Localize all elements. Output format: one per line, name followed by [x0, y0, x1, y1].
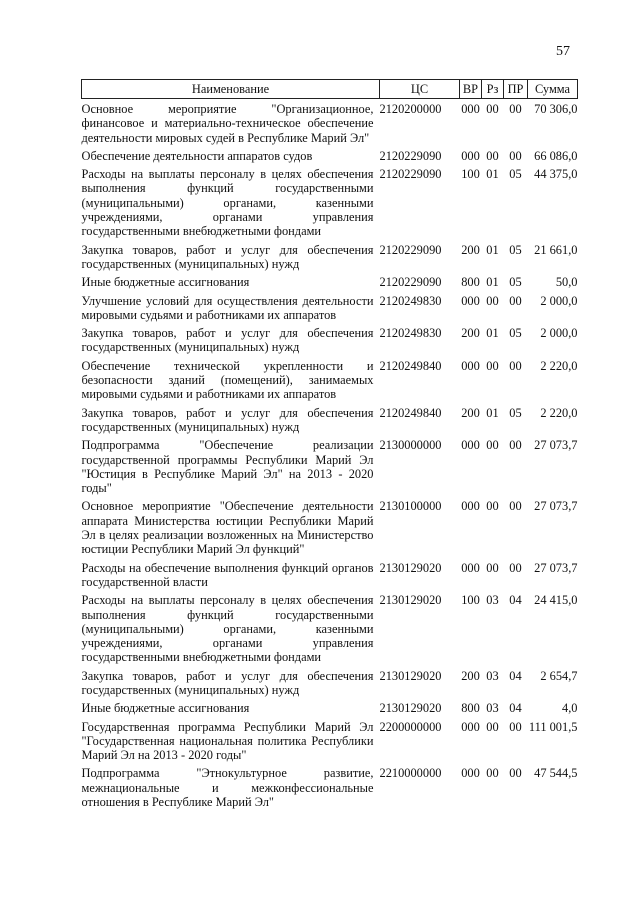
header-cs: ЦС [380, 80, 460, 99]
cell-sum: 2 000,0 [540, 293, 578, 308]
cell-sum: 111 001,5 [528, 719, 578, 734]
cell-sum: 2 220,0 [540, 358, 578, 373]
table-row [82, 766, 578, 813]
cell-vr: 800 [461, 275, 480, 290]
cell-name: Улучшение условий для осуществления деятельности мировыми судьями и работниками их аппаратов [81, 293, 374, 322]
table-row [82, 167, 578, 242]
table-row [82, 99, 578, 149]
cell-pr: 04 [509, 668, 522, 683]
cell-pr: 05 [509, 326, 522, 341]
cell-sum: 70 306,0 [534, 102, 578, 116]
cell-pr: 05 [509, 242, 522, 257]
budget-table [81, 79, 578, 813]
header-sum: Сумма [528, 80, 578, 99]
cell-vr: 000 [461, 719, 480, 734]
cell-sum: 27 073,7 [534, 560, 578, 575]
table-row [82, 593, 578, 668]
cell-name: Подпрограмма "Обеспечение реализации государственной программы Республики Марий Эл "Юстиция в Республике Марий Эл" на 2013 - 2020 годы" [81, 438, 374, 496]
cell-pr: 05 [509, 275, 522, 290]
table-row [82, 438, 578, 499]
table-row [82, 359, 578, 406]
cell-vr: 100 [461, 593, 480, 608]
cell-rz: 00 [486, 102, 499, 116]
cell-vr: 800 [461, 701, 480, 716]
table-row [82, 326, 578, 359]
cell-name: Основное мероприятие "Организационное, финансовое и материально-техническое обеспечение деятельности мировых судей в Республике Марий Эл" [81, 102, 374, 145]
cell-name: Расходы на выплаты персоналу в целях обеспечения выполнения функций государственными (муниципальными) органами, казенными учреждениями, органами управления государственными внебюджетными фондами [81, 593, 374, 665]
cell-sum: 66 086,0 [534, 148, 578, 163]
cell-sum: 2 654,7 [540, 668, 578, 683]
cell-sum: 27 073,7 [534, 438, 578, 453]
cell-vr: 000 [461, 560, 480, 575]
cell-cs: 2120229090 [379, 148, 442, 163]
cell-cs: 2120229090 [379, 242, 442, 257]
cell-pr: 00 [509, 719, 522, 734]
cell-pr: 00 [509, 766, 522, 781]
cell-rz: 03 [486, 701, 499, 716]
cell-sum: 50,0 [555, 275, 578, 290]
cell-cs: 2130129020 [379, 701, 442, 716]
cell-sum: 47 544,5 [534, 766, 578, 781]
cell-name: Иные бюджетные ассигнования [81, 701, 250, 716]
cell-name: Закупка товаров, работ и услуг для обеспечения государственных (муниципальных) нужд [81, 326, 374, 355]
table-row [82, 561, 578, 594]
cell-pr: 00 [509, 102, 522, 116]
cell-cs: 2130129020 [379, 668, 442, 683]
cell-sum: 21 661,0 [534, 242, 578, 257]
cell-rz: 00 [486, 499, 499, 514]
table-row [82, 294, 578, 327]
cell-name: Закупка товаров, работ и услуг для обеспечения государственных (муниципальных) нужд [81, 242, 374, 271]
cell-pr: 00 [509, 560, 522, 575]
cell-name: Обеспечение технической укрепленности и безопасности зданий (помещений), занимаемых мировыми судьями и работниками их аппаратов [81, 358, 374, 402]
cell-rz: 00 [486, 438, 499, 453]
header-name: Наименование [82, 80, 380, 99]
table-row [82, 499, 578, 560]
cell-sum: 44 375,0 [534, 167, 578, 182]
table-row [82, 243, 578, 276]
cell-cs: 2120249840 [379, 405, 442, 420]
cell-rz: 01 [486, 167, 499, 182]
cell-rz: 01 [486, 275, 499, 290]
cell-sum: 2 000,0 [540, 326, 578, 341]
cell-rz: 00 [486, 148, 499, 163]
cell-vr: 200 [461, 326, 480, 341]
cell-cs: 2120229090 [379, 275, 442, 290]
table-row [82, 720, 578, 767]
cell-name: Государственная программа Республики Марий Эл "Государственная национальная политика Республики Марий Эл на 2013 - 2020 годы" [81, 719, 374, 763]
cell-vr: 000 [461, 766, 480, 781]
cell-vr: 200 [461, 242, 480, 257]
cell-cs: 2120249830 [379, 326, 442, 341]
cell-cs: 2130000000 [379, 438, 442, 453]
header-pr: ПР [504, 80, 528, 99]
table-row [82, 275, 578, 293]
cell-vr: 000 [461, 102, 480, 116]
cell-rz: 00 [486, 560, 499, 575]
cell-pr: 00 [509, 148, 522, 163]
cell-vr: 200 [461, 668, 480, 683]
cell-name: Обеспечение деятельности аппаратов судов [81, 148, 313, 163]
cell-rz: 01 [486, 242, 499, 257]
cell-pr: 04 [509, 593, 522, 608]
cell-pr: 00 [509, 499, 522, 514]
cell-vr: 000 [461, 148, 480, 163]
table-row [82, 406, 578, 439]
table-row [82, 701, 578, 719]
cell-name: Расходы на выплаты персоналу в целях обеспечения выполнения функций государственными (муниципальными) органами, казенными учреждениями, органами управления государственными внебюджетными фондами [81, 167, 374, 239]
cell-cs: 2200000000 [379, 719, 442, 734]
cell-cs: 2120200000 [379, 102, 442, 116]
cell-vr: 000 [461, 358, 480, 373]
cell-pr: 00 [509, 438, 522, 453]
cell-rz: 00 [486, 293, 499, 308]
cell-cs: 2130129020 [379, 560, 442, 575]
cell-vr: 000 [461, 438, 480, 453]
cell-name: Иные бюджетные ассигнования [81, 275, 250, 290]
cell-cs: 2130129020 [379, 593, 442, 608]
cell-vr: 000 [461, 499, 480, 514]
cell-name: Расходы на обеспечение выполнения функций органов государственной власти [81, 560, 374, 589]
cell-cs: 2120229090 [379, 167, 442, 182]
cell-cs: 2120249840 [379, 358, 442, 373]
cell-cs: 2120249830 [379, 293, 442, 308]
cell-pr: 05 [509, 167, 522, 182]
cell-name: Закупка товаров, работ и услуг для обеспечения государственных (муниципальных) нужд [81, 668, 374, 697]
cell-cs: 2130100000 [379, 499, 442, 514]
cell-pr: 00 [509, 358, 522, 373]
cell-pr: 05 [509, 405, 522, 420]
cell-vr: 200 [461, 405, 480, 420]
cell-name: Подпрограмма "Этнокультурное развитие, межнациональные и межконфессиональные отношения в Республике Марий Эл" [81, 766, 374, 810]
cell-sum: 27 073,7 [534, 499, 578, 514]
cell-rz: 00 [486, 358, 499, 373]
cell-sum: 2 220,0 [540, 405, 578, 420]
table-row [82, 669, 578, 702]
table-header-row [82, 80, 578, 99]
cell-rz: 00 [486, 719, 499, 734]
cell-rz: 01 [486, 405, 499, 420]
cell-cs: 2210000000 [379, 766, 442, 781]
cell-pr: 04 [509, 701, 522, 716]
cell-vr: 100 [461, 167, 480, 182]
cell-name: Основное мероприятие "Обеспечение деятельности аппарата Министерства юстиции Республики Марий Эл в целях реализации возложенных на Министерство юстиции Республики Марий Эл функций" [81, 499, 374, 557]
cell-name: Закупка товаров, работ и услуг для обеспечения государственных (муниципальных) нужд [81, 405, 374, 434]
table-row [82, 149, 578, 167]
cell-rz: 03 [486, 593, 499, 608]
cell-pr: 00 [509, 293, 522, 308]
cell-vr: 000 [461, 293, 480, 308]
cell-rz: 00 [486, 766, 499, 781]
header-vr: ВР [460, 80, 482, 99]
header-rz: Рз [482, 80, 504, 99]
cell-sum: 4,0 [562, 701, 578, 716]
cell-rz: 01 [486, 326, 499, 341]
cell-sum: 24 415,0 [534, 593, 578, 608]
page-number: 57 [556, 44, 570, 59]
cell-rz: 03 [486, 668, 499, 683]
